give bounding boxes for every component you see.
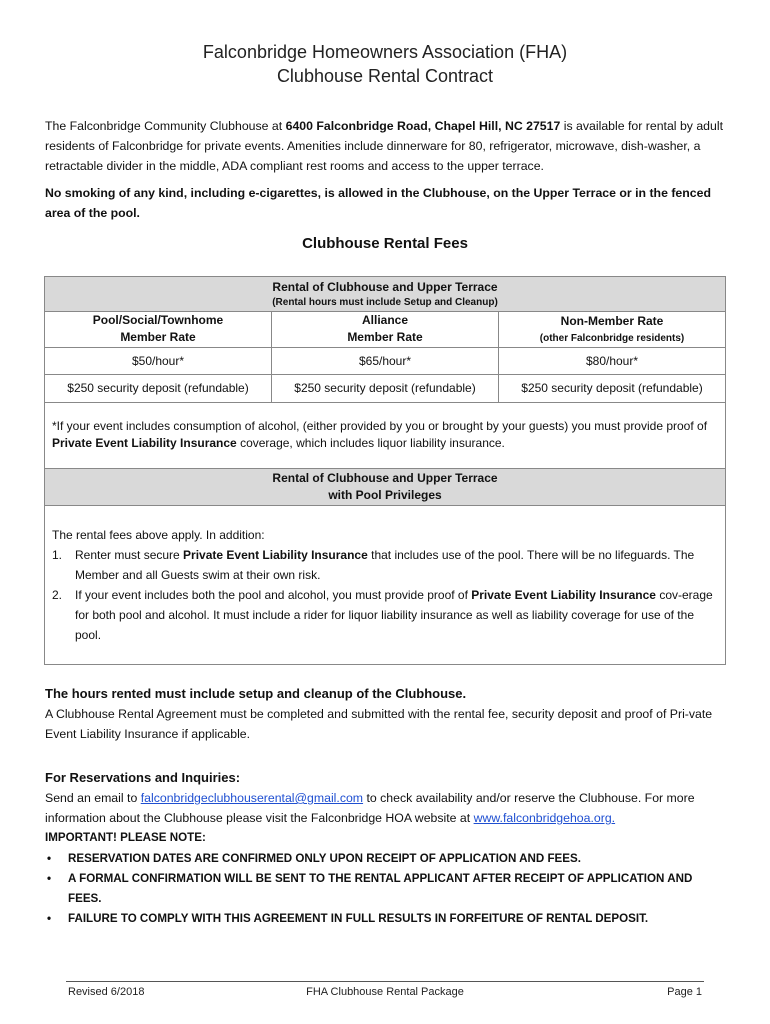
footer-package-name: FHA Clubhouse Rental Package xyxy=(306,986,464,998)
alcohol-note xyxy=(52,418,718,452)
column-header-pool-line1: Pool/Social/Townhome xyxy=(92,313,224,327)
alcohol-note-c: coverage, which includes liquor liability insurance. xyxy=(236,436,505,450)
column-header-nonmember-line1: Non-Member Rate xyxy=(560,314,664,328)
no-smoking-notice: No smoking of any kind, including e-cigarettes, is allowed in the Clubhouse, on the Upper Terrace or in the fenced area of the pool. xyxy=(45,186,711,220)
pool-item-1-a: Renter must secure xyxy=(75,548,184,562)
intro-paragraph xyxy=(45,116,725,176)
fee-table-rate-row xyxy=(45,348,725,375)
intro-text-a: The Falconbridge Community Clubhouse at xyxy=(45,119,286,133)
fees-heading: Clubhouse Rental Fees xyxy=(302,235,468,252)
alcohol-note-insurance: Private Event Liability Insurance xyxy=(52,436,237,450)
fee-table-title-cell xyxy=(45,277,725,311)
deposit-nonmember: $250 security deposit (refundable) xyxy=(521,381,703,395)
pool-item-1-insurance: Private Event Liability Insurance xyxy=(183,548,368,562)
fee-table-header xyxy=(45,277,725,312)
column-header-alliance-line2: Member Rate xyxy=(347,330,423,344)
footer-revised: Revised 6/2018 xyxy=(68,986,145,998)
document-subtitle: Clubhouse Rental Contract xyxy=(276,66,494,86)
pool-privileges-title-cell xyxy=(45,469,725,505)
rate-pool: $50/hour* xyxy=(45,348,272,374)
alcohol-note-a: *If your event includes consumption of alcohol, (either provided by you or brought by your guests) you must provide proof of xyxy=(52,419,708,433)
pool-intro: The rental fees above apply. In addition: xyxy=(52,528,265,542)
reservations-section xyxy=(45,768,725,929)
important-bullets xyxy=(45,849,725,929)
list-item xyxy=(45,849,725,869)
reservations-text-a: Send an email to xyxy=(45,791,141,805)
bullet-icon: • xyxy=(47,912,52,925)
bullet-text: A FORMAL CONFIRMATION WILL BE SENT TO THE RENTAL APPLICANT AFTER RECEIPT OF APPLICATION AND FEES. xyxy=(68,872,693,905)
reservations-text-b: to check availability and/or reserve the Clubhouse. For more information about the Clubhouse please visit the Falconbridge HOA website at xyxy=(45,791,695,825)
email-link[interactable]: falconbridgeclubhouserental@gmail.com xyxy=(140,791,364,805)
alcohol-note-row xyxy=(45,403,725,469)
pool-privileges-body xyxy=(52,525,718,645)
list-number: 1. xyxy=(52,548,63,562)
document-title: Falconbridge Homeowners Association (FHA) xyxy=(202,42,568,62)
pool-item-2-insurance: Private Event Liability Insurance xyxy=(471,588,656,602)
list-number: 2. xyxy=(52,588,63,602)
footer-page-number: Page 1 xyxy=(667,986,702,998)
list-item xyxy=(45,869,725,909)
fee-table-deposit-row xyxy=(45,375,725,403)
footer-divider xyxy=(66,981,704,982)
deposit-alliance: $250 security deposit (refundable) xyxy=(272,375,499,402)
bullet-text: RESERVATION DATES ARE CONFIRMED ONLY UPON RECEIPT OF APPLICATION AND FEES. xyxy=(68,852,581,865)
deposit-pool: $250 security deposit (refundable) xyxy=(45,375,272,402)
intro-text-b: is available for rental by adult residents of Falconbridge for private events. Amenities include dinnerware for 80, refrigerator, microwave, dish-washer, a retractable divider in the middle, ADA compliant rest rooms and access to the upper terrace. xyxy=(45,119,724,173)
column-header-nonmember-line2: (other Falconbridge residents) xyxy=(539,333,685,344)
pool-privileges-title-line1: Rental of Clubhouse and Upper Terrace xyxy=(272,471,498,485)
column-header-alliance-line1: Alliance xyxy=(361,313,409,327)
bullet-icon: • xyxy=(47,852,52,865)
reservations-text xyxy=(45,788,725,828)
list-item xyxy=(52,545,718,585)
bullet-icon: • xyxy=(47,872,52,885)
pool-item-2-a: If your event includes both the pool and alcohol, you must provide proof of xyxy=(75,588,472,602)
fee-table-column-headers xyxy=(45,312,725,348)
hours-section xyxy=(45,684,725,744)
column-header-nonmember xyxy=(499,312,725,347)
pool-item-1-c: that includes use of the pool. There will be no lifeguards. The Member and all Guests swim at their own risk. xyxy=(75,548,695,582)
column-header-alliance xyxy=(272,312,499,347)
fee-table-subtitle: (Rental hours must include Setup and Cleanup) xyxy=(272,297,498,308)
column-header-pool xyxy=(45,312,272,347)
website-link[interactable]: www.falconbridgehoa.org. xyxy=(473,811,616,825)
reservations-heading: For Reservations and Inquiries: xyxy=(45,770,241,785)
bullet-text: FAILURE TO COMPLY WITH THIS AGREEMENT IN FULL RESULTS IN FORFEITURE OF RENTAL DEPOSIT. xyxy=(68,912,649,925)
fee-table-title: Rental of Clubhouse and Upper Terrace xyxy=(272,280,498,294)
pool-privileges-header xyxy=(45,469,725,506)
pool-item-2-c: cov-erage for both pool and alcohol. It must include a rider for liquor liability insurance as well as liability coverage for use of the pool. xyxy=(75,588,713,642)
fee-table xyxy=(44,276,726,665)
pool-requirements-list xyxy=(52,545,718,645)
list-item xyxy=(52,585,718,645)
important-note-heading: IMPORTANT! PLEASE NOTE: xyxy=(45,831,206,844)
hours-heading: The hours rented must include setup and cleanup of the Clubhouse. xyxy=(45,686,467,701)
pool-privileges-title-line2: with Pool Privileges xyxy=(328,488,442,502)
clubhouse-address: 6400 Falconbridge Road, Chapel Hill, NC 27517 xyxy=(285,119,561,133)
column-header-pool-line2: Member Rate xyxy=(120,330,196,344)
rate-nonmember: $80/hour* xyxy=(585,354,639,368)
list-item xyxy=(45,909,725,929)
hours-text: A Clubhouse Rental Agreement must be completed and submitted with the rental fee, security deposit and proof of Pri-vate Event Liability Insurance if applicable. xyxy=(45,707,713,741)
rate-alliance: $65/hour* xyxy=(272,348,499,374)
